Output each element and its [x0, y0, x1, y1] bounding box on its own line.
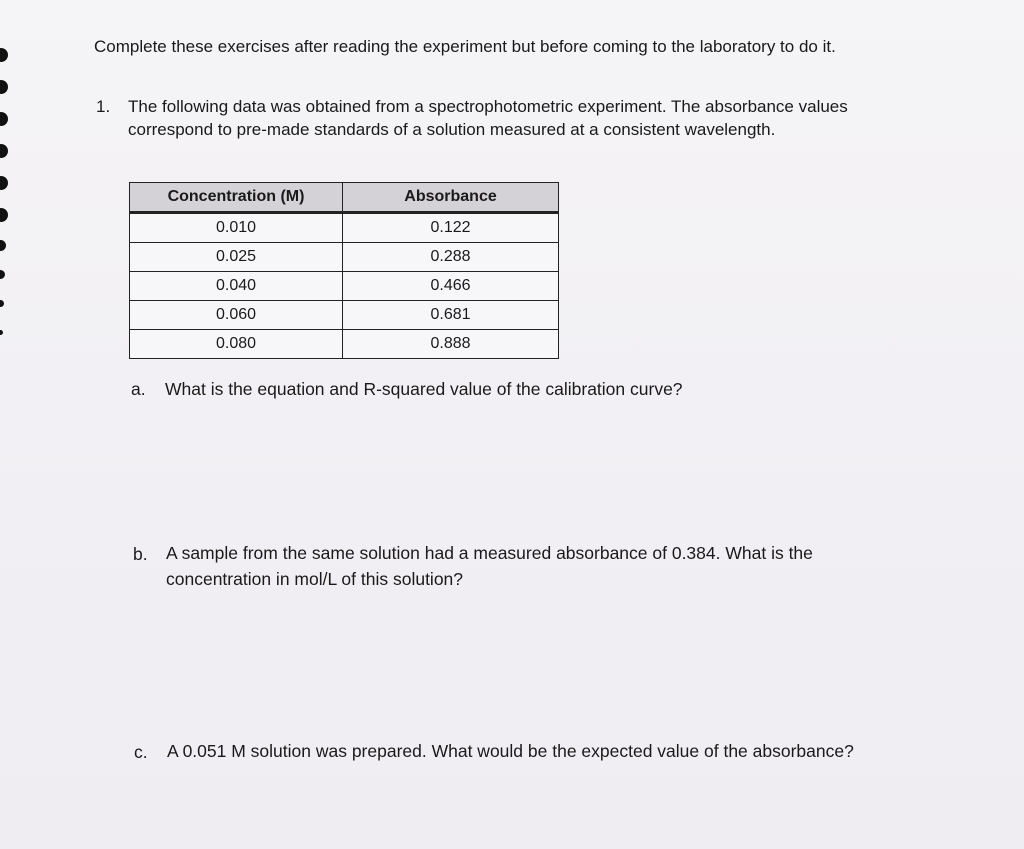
table-row	[130, 213, 559, 243]
table-row	[130, 243, 559, 272]
data-table	[129, 182, 559, 359]
subquestion-c-text: A 0.051 M solution was prepared. What would be the expected value of the absorbance?	[167, 741, 854, 761]
binder-hole-icon	[0, 270, 5, 279]
absorbance-cell: 0.288	[343, 243, 559, 272]
table-header-row	[130, 183, 559, 213]
column-header-absorbance: Absorbance	[343, 183, 559, 213]
question-text: The following data was obtained from a spectrophotometric experiment. The absorbance values correspond to pre-made standards of a solution measured at a consistent wavelength.	[128, 97, 848, 139]
table-row	[130, 301, 559, 330]
concentration-cell: 0.025	[130, 243, 343, 272]
subquestion-c-label: c.	[134, 742, 148, 762]
concentration-cell: 0.040	[130, 272, 343, 301]
binder-hole-icon	[0, 48, 8, 62]
table-row	[130, 272, 559, 301]
concentration-cell: 0.080	[130, 330, 343, 359]
binder-hole-icon	[0, 176, 8, 190]
subquestion-b-text: A sample from the same solution had a measured absorbance of 0.384. What is the concentration in mol/L of this solution?	[166, 543, 813, 589]
binder-hole-icon	[0, 208, 8, 222]
concentration-cell: 0.060	[130, 301, 343, 330]
subquestion-b-label: b.	[133, 544, 148, 564]
subquestion-a-text: What is the equation and R-squared value of the calibration curve?	[165, 379, 683, 399]
question-number: 1.	[96, 97, 111, 116]
subquestion-a-label: a.	[131, 379, 146, 399]
binder-hole-icon	[0, 240, 6, 251]
binder-hole-icon	[0, 300, 4, 307]
absorbance-cell: 0.888	[343, 330, 559, 359]
column-header-concentration: Concentration (M)	[130, 183, 343, 213]
concentration-cell: 0.010	[130, 213, 343, 243]
binder-hole-icon	[0, 144, 8, 158]
binder-hole-icon	[0, 330, 3, 335]
intro-text: Complete these exercises after reading the experiment but before coming to the laboratory to do it.	[94, 37, 836, 56]
table-row	[130, 330, 559, 359]
binder-hole-icon	[0, 80, 8, 94]
absorbance-cell: 0.681	[343, 301, 559, 330]
absorbance-cell: 0.466	[343, 272, 559, 301]
absorbance-cell: 0.122	[343, 213, 559, 243]
binder-hole-icon	[0, 112, 8, 126]
